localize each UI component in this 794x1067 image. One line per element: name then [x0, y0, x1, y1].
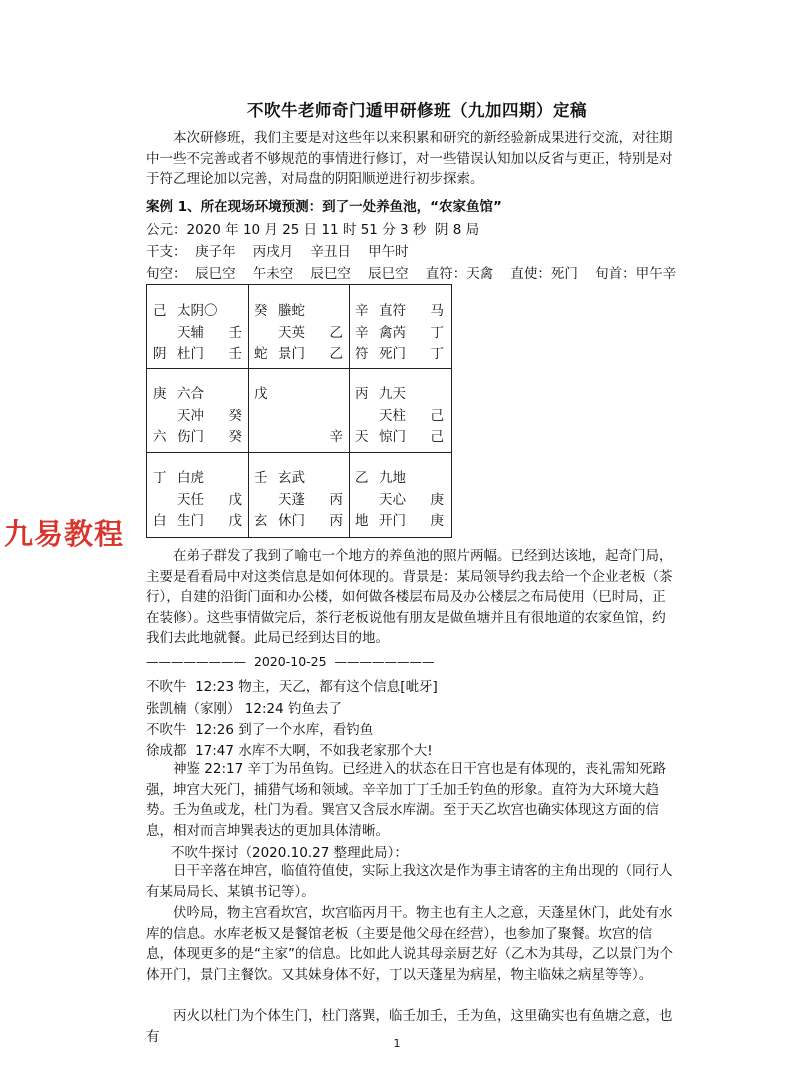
- story-paragraph: 在弟子群发了我到了喻屯一个地方的养鱼池的照片两幅。已经到达该地，起奇门局，主要是看看局中对这类信息是如何体现的。背景是：某局领导约我去给一个企业老板（茶行），自建的沿街门面和办公楼，如何做各楼层布局及办公楼层之布局使用（巳时局，正在装修）。这些事情做完后，茶行老板说他有朋友是做鱼塘并且有很地道的农家鱼馆，约我们去此地就餐。此局已经到达目的地。: [146, 548, 673, 646]
- chat-message: 徐成都 17:47 水库不大啊，不如我老家那个大!: [146, 743, 433, 759]
- info-xunkong: 旬空： 辰巳空 午未空 辰巳空 辰巳空 直符：天禽 直使：死门 旬首：甲午辛: [146, 266, 677, 282]
- analysis-paragraph-1: 日干辛落在坤宫，临值符值使，实际上我这次是作为事主请客的主角出现的（同行人有某局局长、某镇书记等）。: [146, 863, 673, 900]
- palace-cell-zhen: 庚 六合 天冲 癸 六 伤门 癸: [153, 386, 242, 445]
- page-number: 1: [393, 1037, 401, 1050]
- info-ganzhi: 干支： 庚子年 丙戌月 辛丑日 甲午时: [146, 244, 409, 260]
- watermark-logo: 九易教程: [4, 517, 125, 551]
- palace-cell-dui: 丙 九天 天柱 己 天 惊门 己: [355, 386, 444, 445]
- page-title: 不吹牛老师奇门遁甲研修班（九加四期）定稿: [247, 101, 587, 120]
- qimen-chart-grid: [146, 284, 452, 538]
- palace-cell-kan: 壬 玄武 天蓬 丙 玄 休门 丙: [254, 470, 343, 529]
- palace-cell-kun: 辛 直符 马 辛 禽芮 丁 符 死门 丁: [355, 303, 444, 362]
- palace-cell-center: 戊 辛: [254, 386, 343, 445]
- info-gongyuan: 公元：2020 年 10 月 25 日 11 时 51 分 3 秒 阴 8 局: [146, 222, 480, 238]
- palace-cell-qian: 乙 九地 天心 庚 地 开门 庚: [355, 470, 444, 529]
- intro-paragraph: 本次研修班，我们主要是对这些年以来积累和研究的新经验新成果进行交流，对往期中一些不完善或者不够规范的事情进行修订，对一些错误认知加以反省与更正，特别是对于符乙理论加以完善，对局盘的阴阳顺逆进行初步探索。: [146, 130, 673, 187]
- tantao-heading: 不吹牛探讨（2020.10.27 整理此局）：: [171, 845, 408, 861]
- case-title: 案例 1、所在现场环境预测：到了一处养鱼池，“农家鱼馆”: [146, 199, 502, 215]
- analysis-paragraph-3: 丙火以杜门为个体生门，杜门落巽，临壬加壬，壬为鱼，这里确实也有鱼塘之意，也有: [146, 1008, 673, 1045]
- analysis-paragraph-2: 伏吟局，物主宫看坎宫，坎宫临丙月干。物主也有主人之意，天蓬星休门，此处有水库的信息。水库老板又是餐馆老板（主要是他父母在经营），也参加了聚餐。坎宫的信息，体现更多的是“主家”的信息。比如此人说其母亲厨艺好（乙木为其母，乙以景门为个体开门，景门主餐饮。又其妹身体不好，丁以天蓬星为病星，物主临妹之病星等等）。: [146, 905, 673, 983]
- chat-date-separator: ———————— 2020-10-25 ————————: [146, 654, 435, 669]
- palace-cell-gen: 丁 白虎 天任 戊 白 生门 戊: [153, 470, 242, 529]
- shenjian-paragraph: 神鉴 22:17 辛丁为吊鱼钩。已经进入的状态在日干宫也是有体现的，丧礼需知死路强，坤宫大死门，捕猎气场和领域。辛辛加丁丁壬加壬钓鱼的形象。直符为大环境大趋势。壬为鱼或龙，杜门为看。巽宫又含辰水库湖。至于天乙坎宫也确实体现这方面的信息，相对而言坤巽表达的更加具体清晰。: [146, 761, 666, 839]
- chat-message: 不吹牛 12:23 物主，天乙，都有这个信息[呲牙]: [146, 679, 438, 695]
- palace-cell-li: 癸 螣蛇 天英 乙 蛇 景门 乙: [254, 303, 343, 362]
- palace-cell-xun: 己 太阴〇 天辅 壬 阴 杜门 壬: [153, 303, 242, 362]
- chat-message: 张凯楠（家刚） 12:24 钓鱼去了: [146, 701, 342, 717]
- chat-message: 不吹牛 12:26 到了一个水库，看钓鱼: [146, 722, 374, 738]
